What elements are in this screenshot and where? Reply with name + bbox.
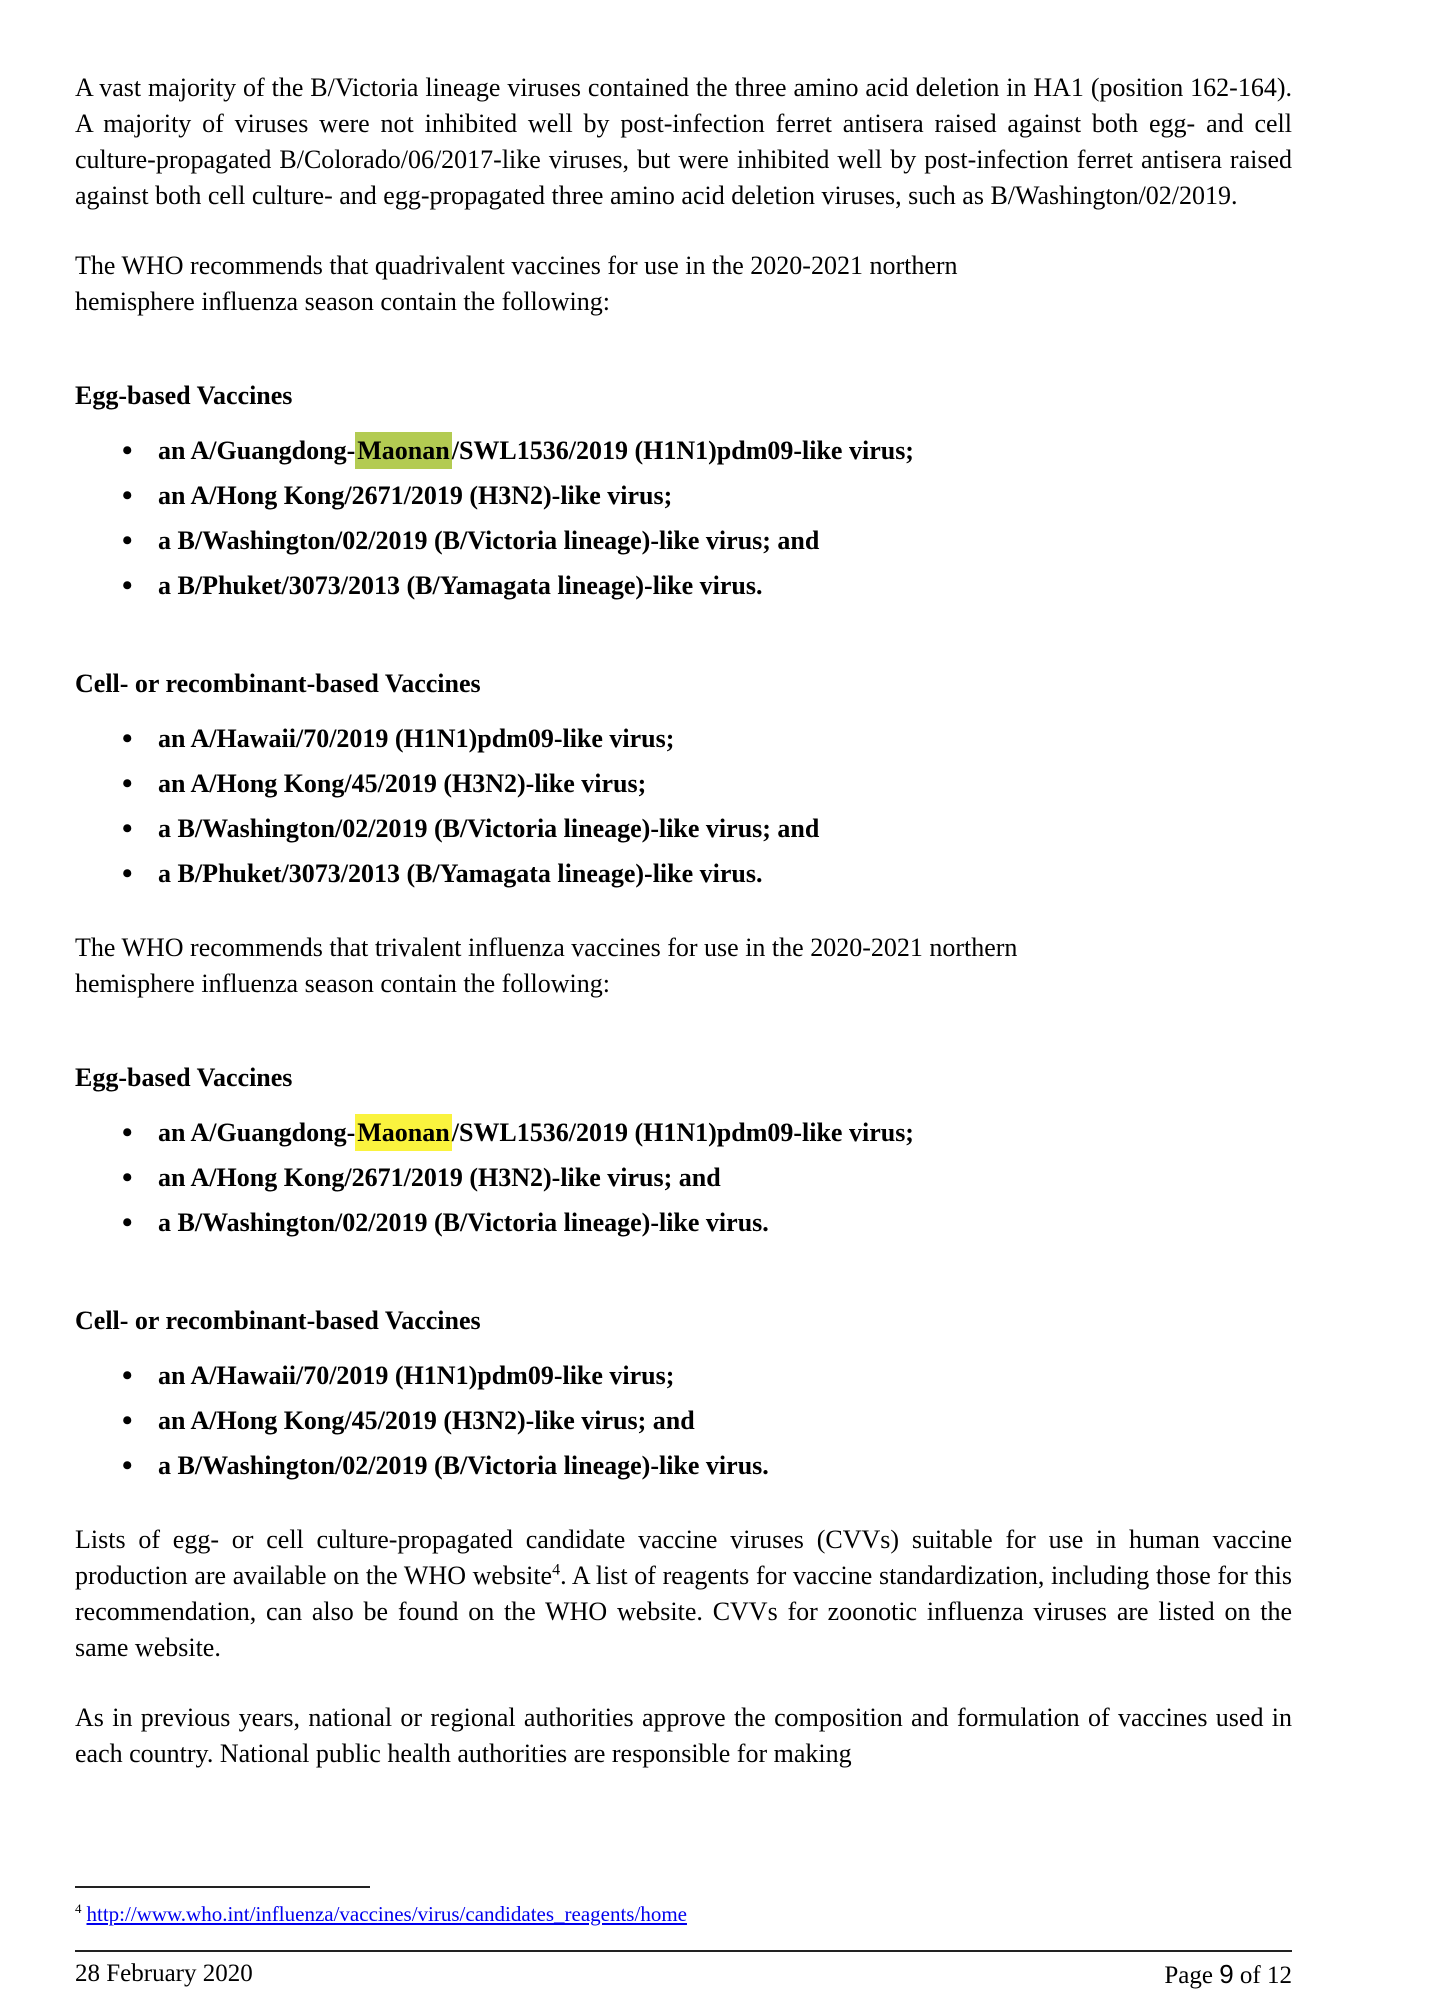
footnote-area	[75, 1886, 1292, 1928]
footer-rule	[75, 1950, 1292, 1952]
text-line: The WHO recommends that trivalent influenza vaccines for use in the 2020-2021 northern	[75, 933, 1018, 962]
footnote-marker: 4	[75, 1901, 82, 1916]
list-item-phuket-3073: • a B/Phuket/3073/2013 (B/Yamagata lineage)-like virus.	[75, 563, 1292, 608]
list-item-washington-02: • a B/Washington/02/2019 (B/Victoria lineage)-like virus.	[75, 1200, 1292, 1245]
virus-text: an A/Guangdong-	[158, 1118, 356, 1147]
paragraph-trivalent-intro	[75, 930, 1292, 1002]
page-footer	[75, 1950, 1292, 1992]
footnote-reference-4: 4	[552, 1561, 561, 1579]
footer-page-total: of 12	[1233, 1962, 1292, 1989]
footer-page-number: 9	[1219, 1959, 1234, 1989]
paragraph-quadrivalent-intro	[75, 248, 1292, 320]
list-item-hongkong-45: • an A/Hong Kong/45/2019 (H3N2)-like virus;	[75, 761, 1292, 806]
list-item-hongkong-45: • an A/Hong Kong/45/2019 (H3N2)-like virus; and	[75, 1398, 1292, 1443]
list-quad-cell	[75, 716, 1292, 896]
list-item-hongkong-2671: • an A/Hong Kong/2671/2019 (H3N2)-like virus;	[75, 473, 1292, 518]
text-line: hemisphere influenza season contain the following:	[75, 287, 611, 316]
footnote	[75, 1900, 1292, 1928]
virus-text: /SWL1536/2019 (H1N1)pdm09-like virus;	[451, 1118, 914, 1147]
paragraph-cvv-lists	[75, 1522, 1292, 1666]
footer-page-indicator	[1164, 1958, 1292, 1992]
virus-text: /SWL1536/2019 (H1N1)pdm09-like virus;	[451, 436, 914, 465]
list-item-washington-02: • a B/Washington/02/2019 (B/Victoria lineage)-like virus; and	[75, 518, 1292, 563]
list-item-hawaii-70: • an A/Hawaii/70/2019 (H1N1)pdm09-like virus;	[75, 1353, 1292, 1398]
list-item-washington-02: • a B/Washington/02/2019 (B/Victoria lineage)-like virus.	[75, 1443, 1292, 1488]
footer-date: 28 February 2020	[75, 1960, 253, 1987]
paragraph-bvictoria-lineage: A vast majority of the B/Victoria lineage viruses contained the three amino acid deletion in HA1 (position 162-164). A majority of viruses were not inhibited well by post-infection ferret antisera raised against both egg- and cell culture-propagated B/Colorado/06/2017-like viruses, but were inhibited well by post-infection ferret antisera raised against both cell culture- and egg-propagated three amino acid deletion viruses, such as B/Washington/02/2019.	[75, 73, 1292, 210]
footnote-link[interactable]: http://www.who.int/influenza/vaccines/virus/candidates_reagents/home	[86, 1902, 687, 1926]
list-item-guangdong-maonan	[75, 428, 1292, 473]
list-item-washington-02: • a B/Washington/02/2019 (B/Victoria lineage)-like virus; and	[75, 806, 1292, 851]
list-tri-egg	[75, 1110, 1292, 1245]
highlight-maonan-yellow: Maonan	[355, 1114, 451, 1151]
list-item-guangdong-maonan	[75, 1110, 1292, 1155]
heading-tri-egg-based-vaccines: Egg-based Vaccines	[75, 1063, 293, 1092]
list-quad-egg	[75, 428, 1292, 608]
list-item-hawaii-70: • an A/Hawaii/70/2019 (H1N1)pdm09-like virus;	[75, 716, 1292, 761]
text-line: The WHO recommends that quadrivalent vaccines for use in the 2020-2021 northern	[75, 251, 958, 280]
footnote-separator-line	[75, 1886, 370, 1888]
text-segment: Lists of egg- or cell culture-propagated candidate vaccine viruses (CVVs) suitable for use in human vaccine production are available on the WHO website	[75, 1525, 1292, 1590]
heading-tri-cell-based-vaccines: Cell- or recombinant-based Vaccines	[75, 1306, 481, 1335]
list-item-hongkong-2671: • an A/Hong Kong/2671/2019 (H3N2)-like virus; and	[75, 1155, 1292, 1200]
heading-quad-egg-based-vaccines: Egg-based Vaccines	[75, 381, 293, 410]
list-tri-cell	[75, 1353, 1292, 1488]
text-segment: . A list of reagents for vaccine standardization, including those for this recommendation, can also be found on the WHO website. CVVs for zoonotic influenza viruses are listed on the same website.	[75, 1561, 1292, 1662]
text-line: hemisphere influenza season contain the following:	[75, 969, 611, 998]
highlight-maonan-green: Maonan	[355, 432, 451, 469]
virus-text: an A/Guangdong-	[158, 436, 356, 465]
list-item-phuket-3073: • a B/Phuket/3073/2013 (B/Yamagata lineage)-like virus.	[75, 851, 1292, 896]
heading-quad-cell-based-vaccines: Cell- or recombinant-based Vaccines	[75, 669, 481, 698]
footer-page-label: Page	[1164, 1962, 1220, 1989]
paragraph-national-authorities: As in previous years, national or regional authorities approve the composition and formulation of vaccines used in each country. National public health authorities are responsible for making	[75, 1703, 1292, 1768]
